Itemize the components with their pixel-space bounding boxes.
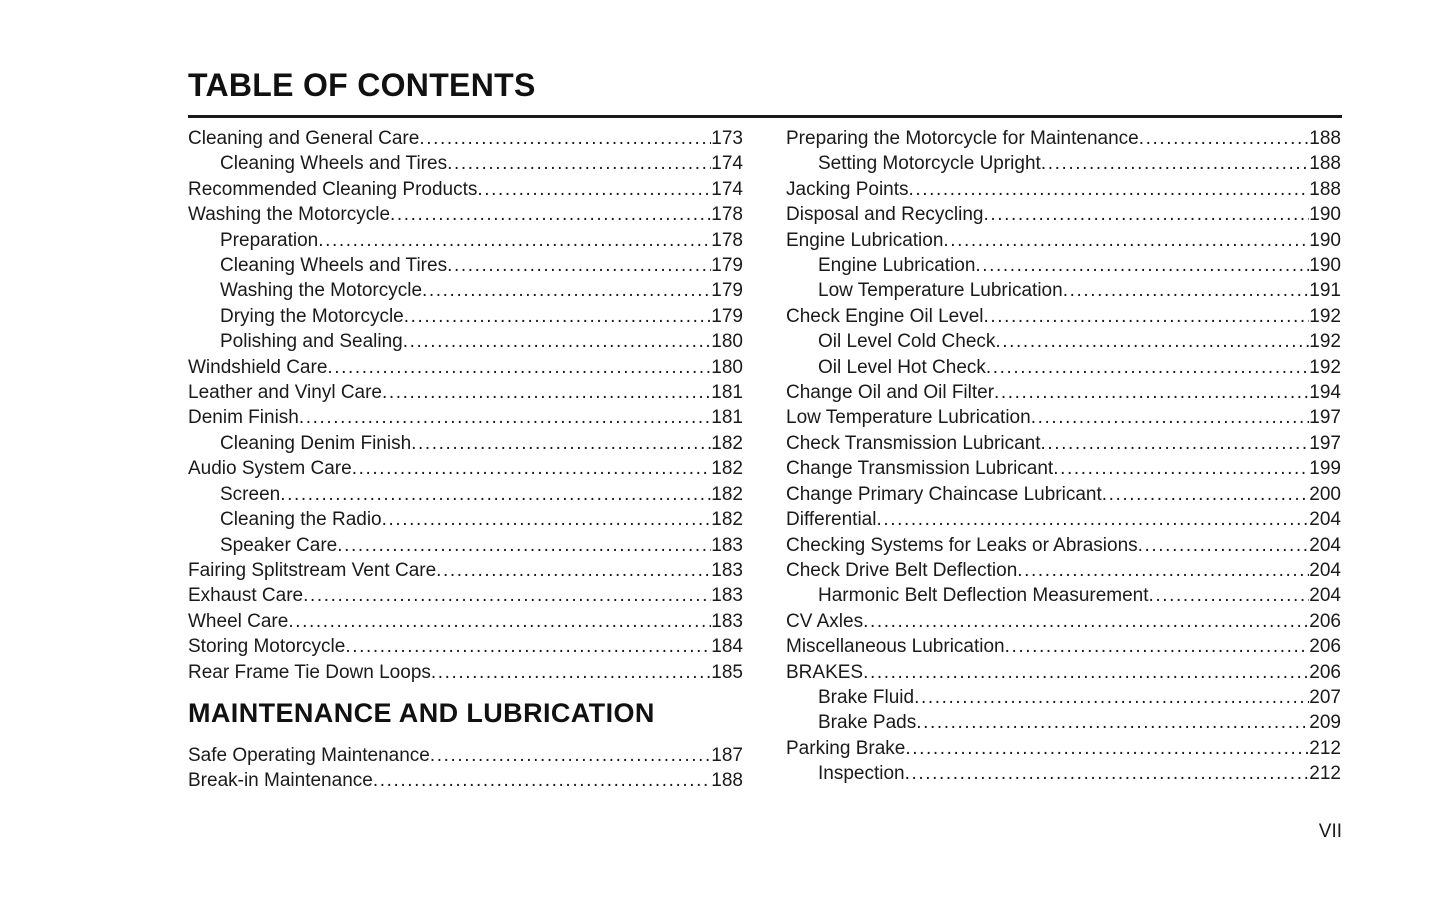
toc-entry-page: 183 — [711, 585, 743, 607]
toc-leader-dots — [1102, 482, 1310, 507]
toc-entry[interactable] — [188, 583, 743, 608]
toc-entry[interactable] — [786, 177, 1341, 202]
toc-entry[interactable] — [786, 634, 1341, 659]
toc-entry[interactable] — [786, 685, 1341, 710]
toc-leader-dots — [303, 583, 711, 608]
toc-entry[interactable] — [188, 743, 743, 768]
toc-leader-dots — [288, 609, 711, 634]
toc-entry-page: 178 — [711, 204, 743, 226]
toc-entry[interactable] — [188, 558, 743, 583]
toc-entry-title: Low Temperature Lubrication — [818, 280, 1063, 302]
toc-entry-title: Drying the Motorcycle — [220, 305, 404, 327]
toc-entry-page: 184 — [711, 636, 743, 658]
toc-entry-page: 191 — [1309, 280, 1341, 302]
toc-entry[interactable] — [188, 355, 743, 380]
toc-entry-page: 197 — [1309, 432, 1341, 454]
toc-entry[interactable] — [786, 583, 1341, 608]
toc-entry-title: Cleaning Denim Finish — [220, 432, 412, 454]
page-number: VII — [1318, 821, 1342, 842]
toc-entry[interactable] — [786, 456, 1341, 481]
toc-entry-title: Leather and Vinyl Care — [188, 382, 382, 404]
toc-entry-title: Recommended Cleaning Products — [188, 178, 478, 200]
toc-entry-page: 179 — [711, 305, 743, 327]
toc-entry-title: Jacking Points — [786, 178, 909, 200]
toc-leader-dots — [943, 228, 1309, 253]
toc-entry-title: Checking Systems for Leaks or Abrasions — [786, 534, 1138, 556]
toc-entry[interactable] — [786, 126, 1341, 151]
toc-entry[interactable] — [188, 380, 743, 405]
toc-leader-dots — [382, 507, 712, 532]
toc-entry[interactable] — [188, 304, 743, 329]
toc-entry-page: 187 — [711, 744, 743, 766]
toc-entry[interactable] — [188, 278, 743, 303]
toc-leader-dots — [905, 761, 1310, 786]
toc-leader-dots — [318, 228, 711, 253]
toc-entry-title: Cleaning and General Care — [188, 128, 420, 149]
toc-entry-page: 188 — [1309, 128, 1341, 149]
toc-leader-dots — [1031, 405, 1310, 430]
toc-entry-page: 188 — [1309, 178, 1341, 200]
toc-leader-dots — [382, 380, 711, 405]
toc-entry-title: CV Axles — [786, 610, 864, 632]
toc-entry-page: 204 — [1309, 585, 1341, 607]
toc-entry-title: Safe Operating Maintenance — [188, 744, 430, 766]
toc-leader-dots — [436, 558, 711, 583]
toc-entry[interactable] — [786, 253, 1341, 278]
toc-entry-page: 199 — [1309, 458, 1341, 480]
toc-entry-title: Change Transmission Lubricant — [786, 458, 1054, 480]
toc-entry-title: Washing the Motorcycle — [220, 280, 423, 302]
toc-entry[interactable] — [188, 177, 743, 202]
toc-entry[interactable] — [786, 329, 1341, 354]
toc-leader-dots — [327, 355, 711, 380]
toc-entry[interactable] — [786, 736, 1341, 761]
toc-column-right — [786, 126, 1341, 794]
toc-entry-page: 182 — [711, 509, 743, 531]
toc-entry-title: Inspection — [818, 763, 905, 785]
toc-columns — [188, 126, 1342, 794]
toc-leader-dots — [447, 151, 711, 176]
toc-leader-dots — [1017, 558, 1309, 583]
toc-entry-title: Storing Motorcycle — [188, 636, 346, 658]
toc-entry-title: Fairing Splitstream Vent Care — [188, 559, 437, 581]
toc-leader-dots — [403, 329, 712, 354]
toc-entry-title: Polishing and Sealing — [220, 331, 403, 353]
toc-entry[interactable] — [188, 609, 743, 634]
toc-entry-page: 182 — [711, 483, 743, 505]
toc-entry-title: Audio System Care — [188, 458, 352, 480]
toc-entry-title: Denim Finish — [188, 407, 299, 429]
toc-leader-dots — [1041, 151, 1309, 176]
toc-entry-page: 204 — [1309, 509, 1341, 531]
toc-leader-dots — [916, 710, 1309, 735]
toc-entry-title: Engine Lubrication — [786, 229, 944, 251]
toc-leader-dots — [411, 431, 711, 456]
toc-entry-title: Check Engine Oil Level — [786, 305, 984, 327]
toc-entry[interactable] — [188, 634, 743, 659]
toc-leader-dots — [863, 660, 1309, 685]
toc-entry-title: Speaker Care — [220, 534, 338, 556]
toc-entry-page: 212 — [1309, 737, 1341, 759]
toc-entry-page: 173 — [711, 128, 743, 149]
toc-entry[interactable] — [786, 660, 1341, 685]
toc-entry[interactable] — [786, 151, 1341, 176]
toc-leader-dots — [280, 482, 711, 507]
toc-entry[interactable] — [786, 710, 1341, 735]
toc-entry-page: 174 — [711, 178, 743, 200]
toc-entry-page: 190 — [1309, 229, 1341, 251]
toc-leader-dots — [352, 456, 712, 481]
toc-entry-page: 179 — [711, 255, 743, 277]
toc-entry[interactable] — [786, 278, 1341, 303]
toc-leader-dots — [1149, 583, 1310, 608]
toc-entry[interactable] — [786, 405, 1341, 430]
toc-entry[interactable] — [188, 405, 743, 430]
toc-entry[interactable] — [188, 202, 743, 227]
toc-leader-dots — [975, 253, 1309, 278]
toc-leader-dots — [431, 660, 711, 685]
toc-entry[interactable] — [786, 482, 1341, 507]
toc-entry-title: Rear Frame Tie Down Loops — [188, 661, 431, 683]
section-heading: MAINTENANCE AND LUBRICATION — [188, 697, 655, 728]
toc-entry[interactable] — [188, 482, 743, 507]
toc-leader-dots — [1138, 533, 1310, 558]
toc-entry-title: BRAKES — [786, 661, 864, 683]
toc-entry-title: Cleaning the Radio — [220, 509, 382, 531]
toc-leader-dots — [1063, 278, 1310, 303]
toc-entry-page: 207 — [1309, 686, 1341, 708]
toc-entry-title: Preparing the Motorcycle for Maintenance — [786, 128, 1139, 149]
toc-entry-title: Exhaust Care — [188, 585, 304, 607]
toc-entry-page: 178 — [711, 229, 743, 251]
toc-entry-title: Setting Motorcycle Upright — [818, 153, 1041, 175]
toc-leader-dots — [477, 177, 711, 202]
toc-entry-title: Disposal and Recycling — [786, 204, 984, 226]
toc-entry-title: Check Drive Belt Deflection — [786, 559, 1018, 581]
toc-entry-title: Wheel Care — [188, 610, 289, 632]
toc-entry-title: Break-in Maintenance — [188, 770, 373, 792]
toc-entry[interactable] — [188, 456, 743, 481]
toc-column-left — [188, 126, 743, 794]
toc-leader-dots — [986, 355, 1309, 380]
toc-leader-dots — [299, 405, 711, 430]
toc-entry-title: Change Primary Chaincase Lubricant — [786, 483, 1102, 505]
toc-entry[interactable] — [786, 761, 1341, 786]
toc-leader-dots — [1053, 456, 1309, 481]
toc-leader-dots — [863, 609, 1309, 634]
toc-entry-page: 197 — [1309, 407, 1341, 429]
toc-entry-title: Cleaning Wheels and Tires — [220, 153, 448, 175]
toc-entry-title: Parking Brake — [786, 737, 906, 759]
toc-leader-dots — [390, 202, 711, 227]
toc-entry-page: 182 — [711, 458, 743, 480]
toc-entry[interactable] — [786, 533, 1341, 558]
toc-leader-dots — [876, 507, 1309, 532]
toc-entry-page: 212 — [1309, 763, 1341, 785]
toc-leader-dots — [984, 304, 1310, 329]
toc-entry-page: 190 — [1309, 255, 1341, 277]
toc-entry-page: 200 — [1309, 483, 1341, 505]
toc-leader-dots — [419, 126, 711, 151]
toc-entry-page: 192 — [1309, 356, 1341, 378]
toc-entry[interactable] — [188, 431, 743, 456]
toc-leader-dots — [447, 253, 711, 278]
toc-entry-page: 204 — [1309, 559, 1341, 581]
toc-entry-page: 190 — [1309, 204, 1341, 226]
toc-leader-dots — [1139, 126, 1310, 151]
toc-entry[interactable] — [786, 380, 1341, 405]
toc-entry-title: Windshield Care — [188, 356, 328, 378]
toc-leader-dots — [422, 278, 711, 303]
toc-leader-dots — [404, 304, 712, 329]
toc-entry[interactable] — [786, 355, 1341, 380]
toc-entry-page: 194 — [1309, 382, 1341, 404]
page-title: TABLE OF CONTENTS — [188, 67, 536, 103]
toc-entry-page: 185 — [711, 661, 743, 683]
toc-entry-page: 174 — [711, 153, 743, 175]
toc-leader-dots — [905, 736, 1309, 761]
toc-entry-page: 179 — [711, 280, 743, 302]
toc-entry[interactable] — [786, 431, 1341, 456]
toc-entry[interactable] — [188, 507, 743, 532]
toc-entry-title: Differential — [786, 509, 877, 531]
toc-leader-dots — [994, 380, 1309, 405]
toc-entry-page: 180 — [711, 331, 743, 353]
toc-entry-title: Brake Pads — [818, 712, 917, 734]
toc-entry-page: 192 — [1309, 305, 1341, 327]
toc-leader-dots — [373, 768, 711, 793]
toc-entry-title: Oil Level Hot Check — [818, 356, 986, 378]
toc-entry-page: 206 — [1309, 610, 1341, 632]
toc-entry-page: 192 — [1309, 331, 1341, 353]
toc-entry[interactable] — [188, 253, 743, 278]
toc-entry[interactable] — [188, 228, 743, 253]
toc-entry[interactable] — [786, 558, 1341, 583]
toc-leader-dots — [914, 685, 1309, 710]
toc-entry-title: Brake Fluid — [818, 686, 915, 708]
toc-entry-page: 204 — [1309, 534, 1341, 556]
toc-entry-title: Harmonic Belt Deflection Measurement — [818, 585, 1149, 607]
toc-entry-title: Oil Level Cold Check — [818, 331, 996, 353]
toc-leader-dots — [337, 533, 711, 558]
toc-entry[interactable] — [188, 329, 743, 354]
toc-entry-page: 188 — [711, 770, 743, 792]
toc-entry[interactable] — [786, 202, 1341, 227]
toc-entry-title: Change Oil and Oil Filter — [786, 382, 995, 404]
toc-entry[interactable] — [188, 768, 743, 793]
toc-entry[interactable] — [786, 228, 1341, 253]
toc-entry-title: Low Temperature Lubrication — [786, 407, 1031, 429]
toc-entry[interactable] — [188, 126, 743, 151]
toc-entry-page: 183 — [711, 610, 743, 632]
toc-leader-dots — [1005, 634, 1310, 659]
toc-leader-dots — [345, 634, 711, 659]
toc-entry-title: Washing the Motorcycle — [188, 204, 391, 226]
toc-entry-title: Miscellaneous Lubrication — [786, 636, 1005, 658]
toc-entry[interactable] — [786, 507, 1341, 532]
toc-entry-page: 182 — [711, 432, 743, 454]
toc-entry-title: Cleaning Wheels and Tires — [220, 255, 448, 277]
toc-leader-dots — [430, 743, 711, 768]
toc-entry-page: 183 — [711, 534, 743, 556]
toc-leader-dots — [984, 202, 1310, 227]
toc-entry-page: 209 — [1309, 712, 1341, 734]
toc-leader-dots — [909, 177, 1310, 202]
toc-entry-page: 183 — [711, 559, 743, 581]
toc-entry-title: Engine Lubrication — [818, 255, 976, 277]
toc-entry-title: Screen — [220, 483, 281, 505]
toc-entry-page: 206 — [1309, 636, 1341, 658]
toc-entry[interactable] — [188, 533, 743, 558]
toc-entry-page: 181 — [711, 407, 743, 429]
toc-entry-page: 206 — [1309, 661, 1341, 683]
toc-entry-page: 180 — [711, 356, 743, 378]
toc-entry[interactable] — [786, 304, 1341, 329]
toc-entry[interactable] — [188, 151, 743, 176]
toc-entry-page: 188 — [1309, 153, 1341, 175]
toc-entry-title: Check Transmission Lubricant — [786, 432, 1041, 454]
toc-leader-dots — [1041, 431, 1310, 456]
title-divider-rule — [188, 115, 1342, 118]
toc-entry[interactable] — [188, 660, 743, 685]
toc-entry-title: Preparation — [220, 229, 319, 251]
toc-entry-page: 181 — [711, 382, 743, 404]
toc-entry[interactable] — [786, 609, 1341, 634]
toc-leader-dots — [995, 329, 1309, 354]
